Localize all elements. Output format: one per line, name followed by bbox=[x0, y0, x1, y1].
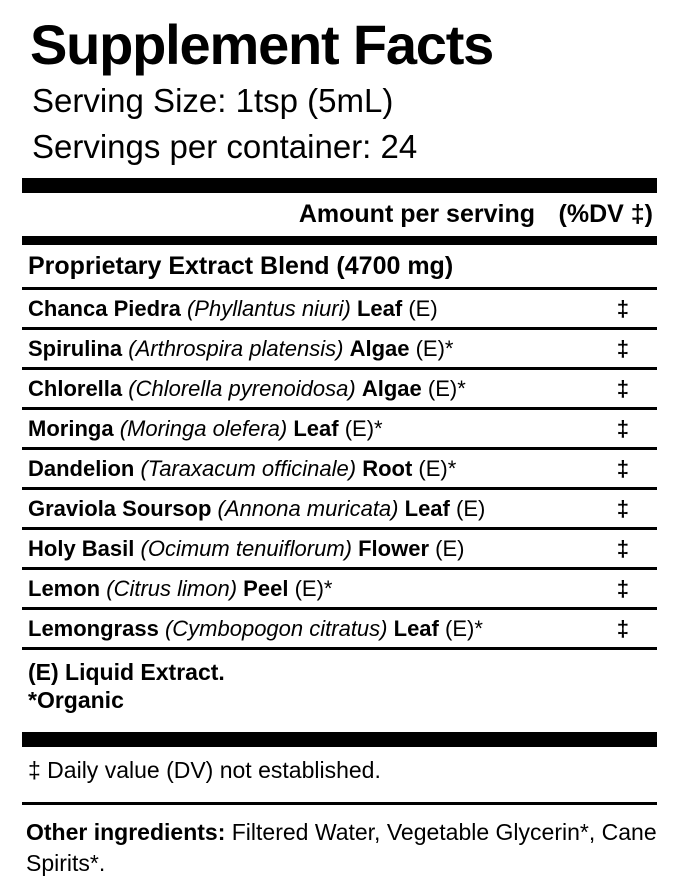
ingredient-plant-part: Leaf bbox=[393, 616, 439, 641]
ingredient-plant-part: Peel bbox=[243, 576, 289, 601]
ingredient-name bbox=[28, 496, 485, 522]
ingredient-common-name: Spirulina bbox=[28, 336, 123, 361]
ingredient-daily-value: ‡ bbox=[616, 576, 629, 601]
ingredient-daily-value: ‡ bbox=[616, 416, 629, 441]
ingredient-name bbox=[28, 296, 438, 322]
serving-size: Serving Size: 1tsp (5mL) bbox=[32, 82, 394, 119]
ingredient-extract-mark: (E) bbox=[435, 536, 465, 561]
daily-value-header: (%DV ‡) bbox=[558, 200, 653, 228]
table-row bbox=[22, 450, 657, 487]
ingredient-plant-part: Algae bbox=[361, 376, 422, 401]
ingredient-common-name: Graviola Soursop bbox=[28, 496, 212, 521]
ingredient-common-name: Lemon bbox=[28, 576, 101, 601]
ingredient-latin-name: (Cymbopogon citratus) bbox=[164, 616, 388, 641]
other-ingredients bbox=[22, 805, 657, 879]
ingredient-name bbox=[28, 456, 456, 482]
ingredient-plant-part: Leaf bbox=[356, 296, 403, 321]
ingredient-name bbox=[28, 376, 466, 402]
ingredient-name bbox=[28, 576, 332, 602]
ingredient-latin-name: (Phyllantus niuri) bbox=[186, 296, 351, 321]
table-row bbox=[22, 530, 657, 567]
amount-per-serving-header: Amount per serving bbox=[298, 200, 535, 228]
servings-per-container: Servings per container: 24 bbox=[32, 128, 418, 165]
ingredient-latin-name: (Annona muricata) bbox=[217, 496, 399, 521]
ingredient-plant-part: Leaf bbox=[404, 496, 450, 521]
ingredient-extract-mark: (E)* bbox=[344, 416, 383, 441]
ingredient-common-name: Chanca Piedra bbox=[28, 296, 181, 321]
ingredient-daily-value: ‡ bbox=[616, 536, 629, 561]
daily-value-note: ‡ Daily value (DV) not established. bbox=[28, 757, 381, 783]
proprietary-blend: Proprietary Extract Blend (4700 mg) bbox=[28, 252, 454, 280]
ingredient-common-name: Dandelion bbox=[28, 456, 135, 481]
ingredient-extract-mark: (E)* bbox=[418, 456, 457, 481]
ingredient-daily-value: ‡ bbox=[616, 496, 629, 521]
ingredient-plant-part: Flower bbox=[358, 536, 430, 561]
page-title: Supplement Facts bbox=[30, 13, 494, 76]
legend-organic: *Organic bbox=[28, 687, 124, 713]
extract-legend bbox=[22, 650, 657, 724]
ingredient-latin-name: (Moringa olefera) bbox=[119, 416, 288, 441]
ingredient-latin-name: (Chlorella pyrenoidosa) bbox=[128, 376, 356, 401]
ingredient-daily-value: ‡ bbox=[616, 296, 629, 321]
other-ingredients-label: Other ingredients: bbox=[26, 819, 226, 845]
ingredient-common-name: Moringa bbox=[28, 416, 114, 441]
ingredient-daily-value: ‡ bbox=[616, 456, 629, 481]
table-row bbox=[22, 610, 657, 647]
other-ingredients-text: Filtered Water, Vegetable Glycerin*, Cane Spirits*. bbox=[26, 819, 657, 876]
table-row bbox=[22, 370, 657, 407]
divider-thick-bottom bbox=[22, 732, 657, 747]
ingredient-plant-part: Leaf bbox=[293, 416, 339, 441]
ingredient-list bbox=[22, 290, 657, 650]
ingredient-name bbox=[28, 336, 454, 362]
ingredient-name bbox=[28, 536, 464, 562]
ingredient-plant-part: Algae bbox=[349, 336, 410, 361]
ingredient-name bbox=[28, 416, 383, 442]
ingredient-extract-mark: (E) bbox=[456, 496, 486, 521]
table-row bbox=[22, 570, 657, 607]
ingredient-daily-value: ‡ bbox=[616, 616, 629, 641]
ingredient-daily-value: ‡ bbox=[616, 336, 629, 361]
divider-thick-top bbox=[22, 178, 657, 193]
table-row bbox=[22, 410, 657, 447]
ingredient-plant-part: Root bbox=[362, 456, 413, 481]
table-row bbox=[22, 330, 657, 367]
column-headers bbox=[22, 193, 657, 236]
table-row bbox=[22, 290, 657, 327]
ingredient-extract-mark: (E) bbox=[408, 296, 438, 321]
ingredient-latin-name: (Arthrospira platensis) bbox=[128, 336, 344, 361]
ingredient-common-name: Chlorella bbox=[28, 376, 123, 401]
ingredient-name bbox=[28, 616, 483, 642]
ingredient-common-name: Holy Basil bbox=[28, 536, 135, 561]
ingredient-extract-mark: (E)* bbox=[445, 616, 483, 641]
ingredient-latin-name: (Citrus limon) bbox=[106, 576, 238, 601]
ingredient-extract-mark: (E)* bbox=[427, 376, 466, 401]
ingredient-extract-mark: (E)* bbox=[415, 336, 454, 361]
legend-liquid-extract: (E) Liquid Extract. bbox=[28, 659, 225, 685]
ingredient-daily-value: ‡ bbox=[616, 376, 629, 401]
table-row bbox=[22, 490, 657, 527]
ingredient-latin-name: (Ocimum tenuiflorum) bbox=[140, 536, 352, 561]
ingredient-extract-mark: (E)* bbox=[294, 576, 333, 601]
ingredient-latin-name: (Taraxacum officinale) bbox=[140, 456, 357, 481]
ingredient-common-name: Lemongrass bbox=[28, 616, 159, 641]
divider-med-1 bbox=[22, 236, 657, 245]
